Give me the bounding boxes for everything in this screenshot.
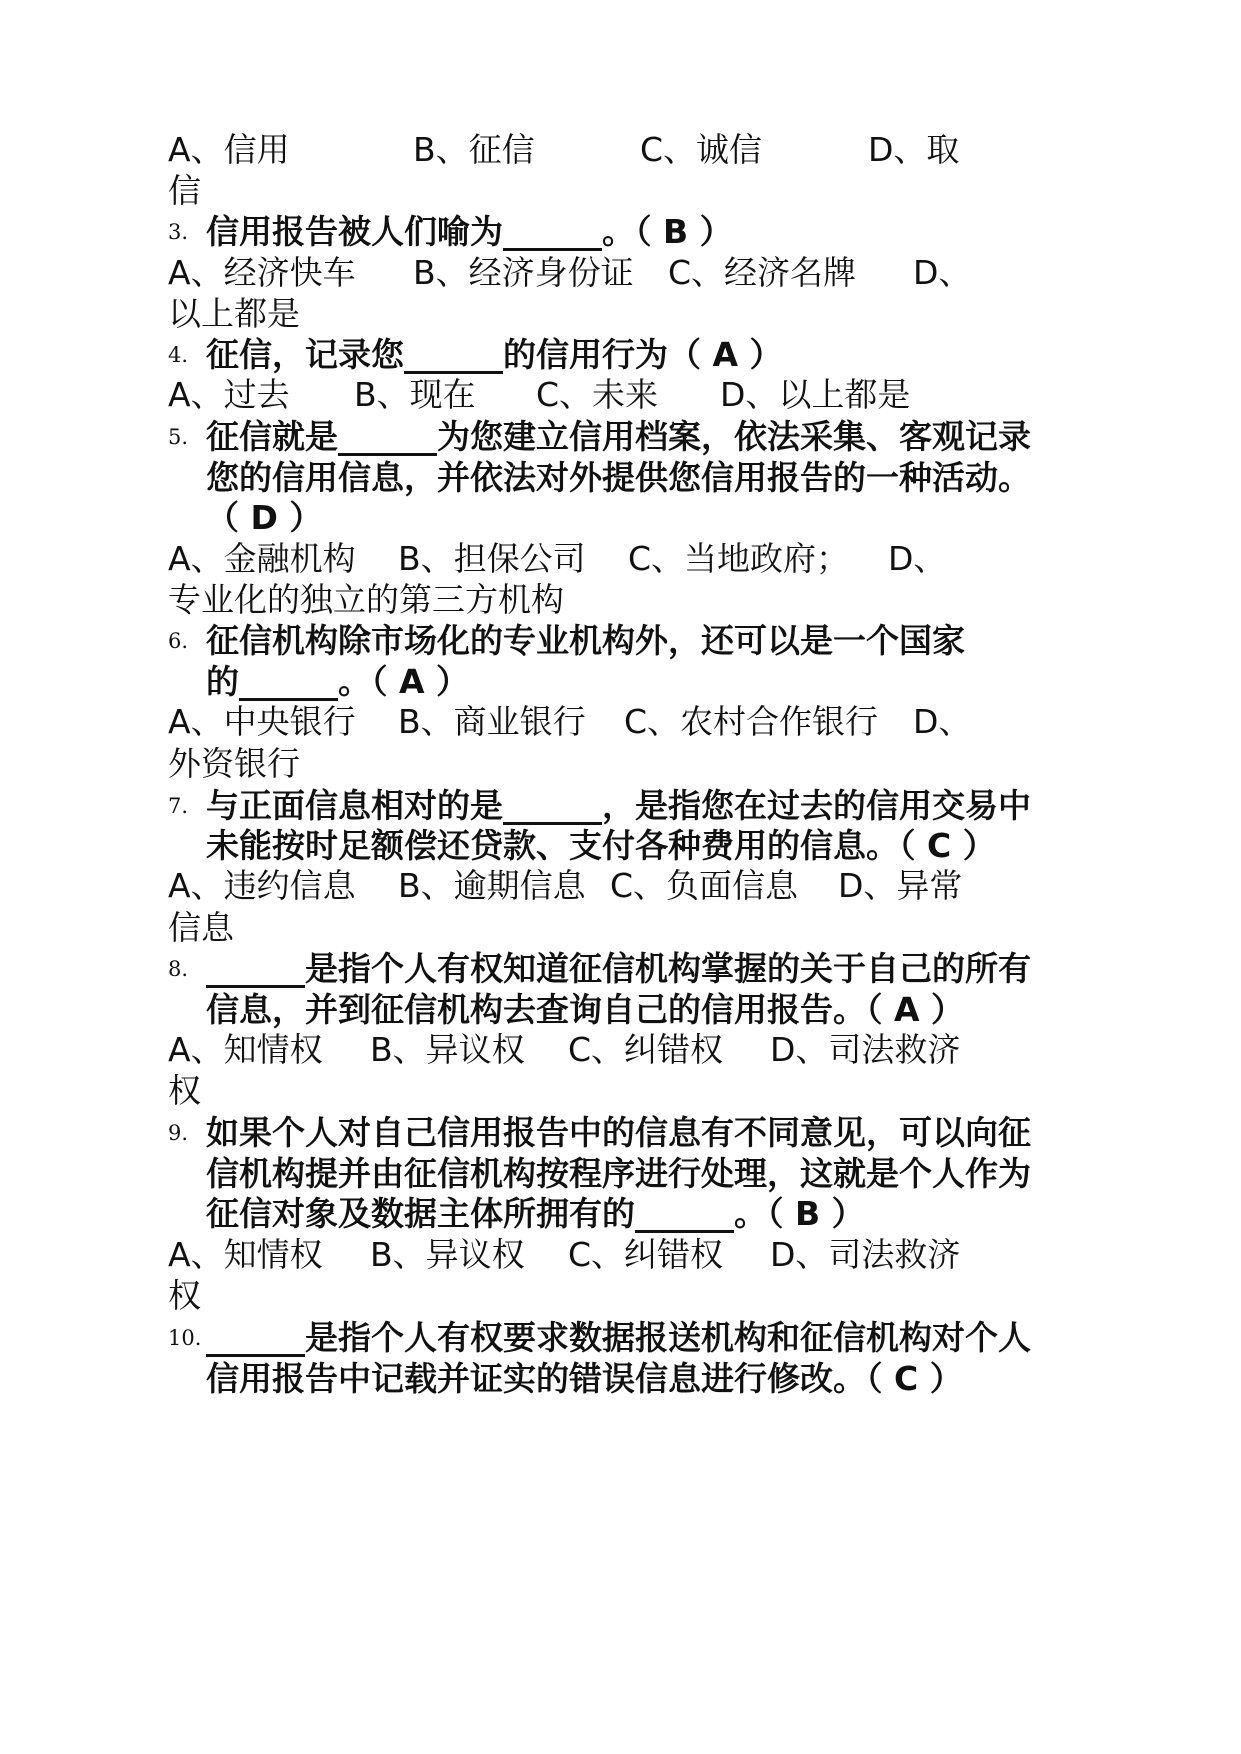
answer-option: B、异议权 <box>370 1030 525 1069</box>
answer-option: A、中央银行 <box>168 702 356 741</box>
question-stem-line: 与正面信息相对的是______，是指您在过去的信用交易中 <box>206 786 1031 825</box>
question-number: 3. <box>168 220 189 244</box>
answer-option: D、司法救济 <box>770 1235 961 1274</box>
question-stem-line: 征信就是______为您建立信用档案，依法采集、客观记录 <box>206 417 1031 456</box>
question-stem-line: 信用报告中记载并证实的错误信息进行修改。（ C ） <box>206 1359 963 1398</box>
answer-option: D、司法救济 <box>770 1030 961 1069</box>
answer-option-continuation: 以上都是 <box>168 294 300 333</box>
answer-option: B、担保公司 <box>398 539 586 578</box>
answer-option: B、征信 <box>413 130 535 169</box>
answer-option: D、取 <box>868 130 960 169</box>
answer-option: B、现在 <box>354 375 476 414</box>
question-stem-line: ______是指个人有权要求数据报送机构和征信机构对个人 <box>206 1318 1031 1357</box>
question-stem-line: ______是指个人有权知道征信机构掌握的关于自己的所有 <box>206 949 1031 988</box>
answer-option: C、农村合作银行 <box>624 702 879 741</box>
answer-option: A、信用 <box>168 130 290 169</box>
answer-option: C、纠错权 <box>568 1235 724 1274</box>
question-number: 4. <box>168 343 189 367</box>
answer-option: B、逾期信息 <box>398 866 586 905</box>
question-stem-line: 征信对象及数据主体所拥有的______。（ B ） <box>206 1194 865 1233</box>
answer-option: C、未来 <box>536 375 659 414</box>
answer-option-continuation: 专业化的独立的第三方机构 <box>168 580 564 619</box>
answer-option: A、知情权 <box>168 1235 323 1274</box>
answer-option-continuation: 信息 <box>168 908 234 947</box>
answer-option: C、经济名牌 <box>668 253 857 292</box>
answer-option-continuation: 权 <box>168 1276 201 1315</box>
answer-option-continuation: 外资银行 <box>168 744 300 783</box>
question-stem-line: （ D ） <box>206 498 323 537</box>
answer-option: A、经济快车 <box>168 253 356 292</box>
question-stem-line: 征信，记录您______的信用行为（ A ） <box>206 335 783 374</box>
answer-option: D、 <box>888 539 947 578</box>
answer-option: D、 <box>913 702 972 741</box>
question-stem-line: 信机构提并由征信机构按程序进行处理，这就是个人作为 <box>206 1154 1031 1193</box>
answer-option: D、异常 <box>838 866 963 905</box>
question-number: 8. <box>168 957 189 981</box>
answer-option: A、过去 <box>168 375 290 414</box>
answer-option-continuation: 权 <box>168 1071 201 1110</box>
answer-option: B、经济身份证 <box>413 253 634 292</box>
question-number: 5. <box>168 425 189 449</box>
question-number: 6. <box>168 629 189 653</box>
answer-option: A、金融机构 <box>168 539 356 578</box>
answer-option: B、异议权 <box>370 1235 525 1274</box>
answer-option: C、诚信 <box>640 130 763 169</box>
question-stem-line: 征信机构除市场化的专业机构外，还可以是一个国家 <box>206 621 965 660</box>
answer-option: C、纠错权 <box>568 1030 724 1069</box>
question-number: 10. <box>168 1326 202 1350</box>
question-stem-line: 未能按时足额偿还贷款、支付各种费用的信息。（ C ） <box>206 826 996 865</box>
question-stem-line: 如果个人对自己信用报告中的信息有不同意见，可以向征 <box>206 1113 1031 1152</box>
question-stem-line: 您的信用信息，并依法对外提供您信用报告的一种活动。 <box>206 458 1031 497</box>
answer-option: B、商业银行 <box>398 702 586 741</box>
answer-option-continuation: 信 <box>168 171 201 210</box>
question-number: 9. <box>168 1121 189 1145</box>
answer-option: A、违约信息 <box>168 866 356 905</box>
answer-option: A、知情权 <box>168 1030 323 1069</box>
answer-option: C、负面信息 <box>610 866 799 905</box>
question-stem-line: 信用报告被人们喻为______。（ B ） <box>206 212 733 251</box>
question-number: 7. <box>168 794 189 818</box>
answer-option: D、以上都是 <box>720 375 911 414</box>
answer-option: D、 <box>913 253 972 292</box>
question-stem-line: 信息，并到征信机构去查询自己的信用报告。（ A ） <box>206 990 965 1029</box>
question-stem-line: 的______。（ A ） <box>206 662 470 701</box>
answer-option: C、当地政府； <box>628 539 850 578</box>
